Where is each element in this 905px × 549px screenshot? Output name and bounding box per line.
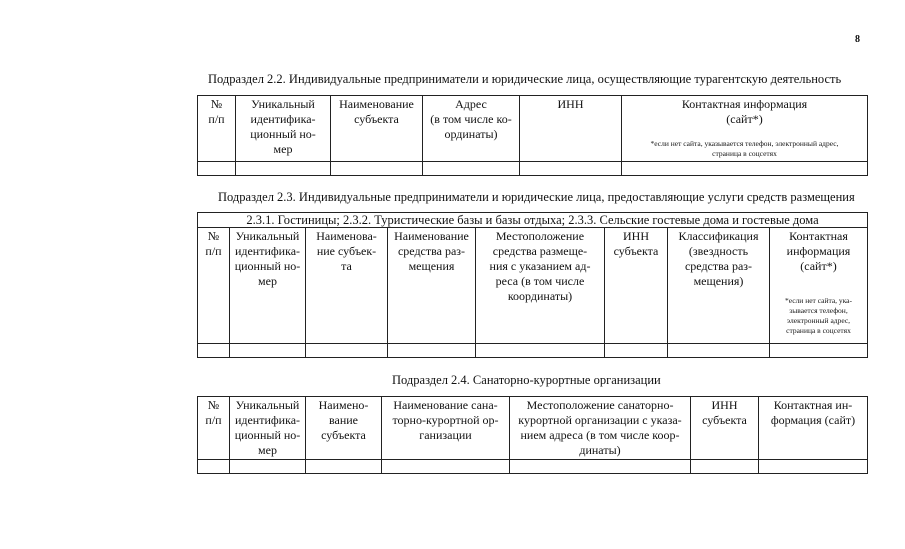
table-row xyxy=(198,460,868,474)
col-inn-header: ИНН субъекта xyxy=(691,397,759,460)
table-2-3-caption: 2.3.1. Гостиницы; 2.3.2. Туристические базы и базы отдыха; 2.3.3. Сельские гостевые дома и гостевые дома xyxy=(198,213,868,228)
col-name-header: Наимено- вание субъекта xyxy=(306,397,382,460)
col-number-header: № п/п xyxy=(198,397,230,460)
section-2-2-heading: Подраздел 2.2. Индивидуальные предприниматели и юридические лица, осуществляющие турагентскую деятельность xyxy=(208,72,842,86)
table-2-2 xyxy=(197,95,868,176)
col-number-header: № п/п xyxy=(198,96,236,162)
col-uid-header: Уникальный идентифика- ционный но- мер xyxy=(230,228,306,344)
contact-footnote: *если нет сайта, указывается телефон, электронный адрес, xyxy=(650,139,839,148)
table-2-3 xyxy=(197,212,868,358)
col-address-header: Адрес (в том числе ко- ординаты) xyxy=(423,96,520,162)
col-location-header: Местоположение санаторно- курортной организации с указа- нием адреса (в том числе коор- динаты) xyxy=(510,397,691,460)
col-name-header: Наименова- ние субъек- та xyxy=(306,228,388,344)
col-contact-header: Контактная информация (сайт*) *если нет сайта, указывается телефон, электронный адрес, страница в соцсетях xyxy=(622,96,868,162)
col-name-header: Наименование субъекта xyxy=(331,96,423,162)
section-2-3-heading: Подраздел 2.3. Индивидуальные предприниматели и юридические лица, предоставляющие услуги средств размещения xyxy=(218,190,855,204)
table-row xyxy=(198,344,868,358)
col-uid-header: Уникальный идентифика- ционный но- мер xyxy=(236,96,331,162)
col-location-header: Местоположение средства размеще- ния с указанием ад- реса (в том числе координаты) xyxy=(476,228,605,344)
col-contact-header: Контактная информация (сайт*) *если нет сайта, ука- зывается телефон, электронный адрес, страница в соцсетях xyxy=(770,228,868,344)
table-2-4 xyxy=(197,396,868,474)
table-row xyxy=(198,162,868,176)
section-2-4-heading: Подраздел 2.4. Санаторно-курортные организации xyxy=(392,373,661,387)
col-number-header: № п/п xyxy=(198,228,230,344)
page-number: 8 xyxy=(855,34,860,45)
col-inn-header: ИНН xyxy=(520,96,622,162)
col-classification-header: Классификация (звездность средства раз- мещения) xyxy=(668,228,770,344)
contact-footnote: *если нет сайта, ука- xyxy=(784,296,853,305)
col-organization-header: Наименование сана- торно-курортной ор- ганизации xyxy=(382,397,510,460)
col-uid-header: Уникальный идентифика- ционный но- мер xyxy=(230,397,306,460)
col-inn-header: ИНН субъекта xyxy=(605,228,668,344)
col-contact-header: Контактная ин- формация (сайт) xyxy=(759,397,868,460)
col-facility-header: Наименование средства раз- мещения xyxy=(388,228,476,344)
